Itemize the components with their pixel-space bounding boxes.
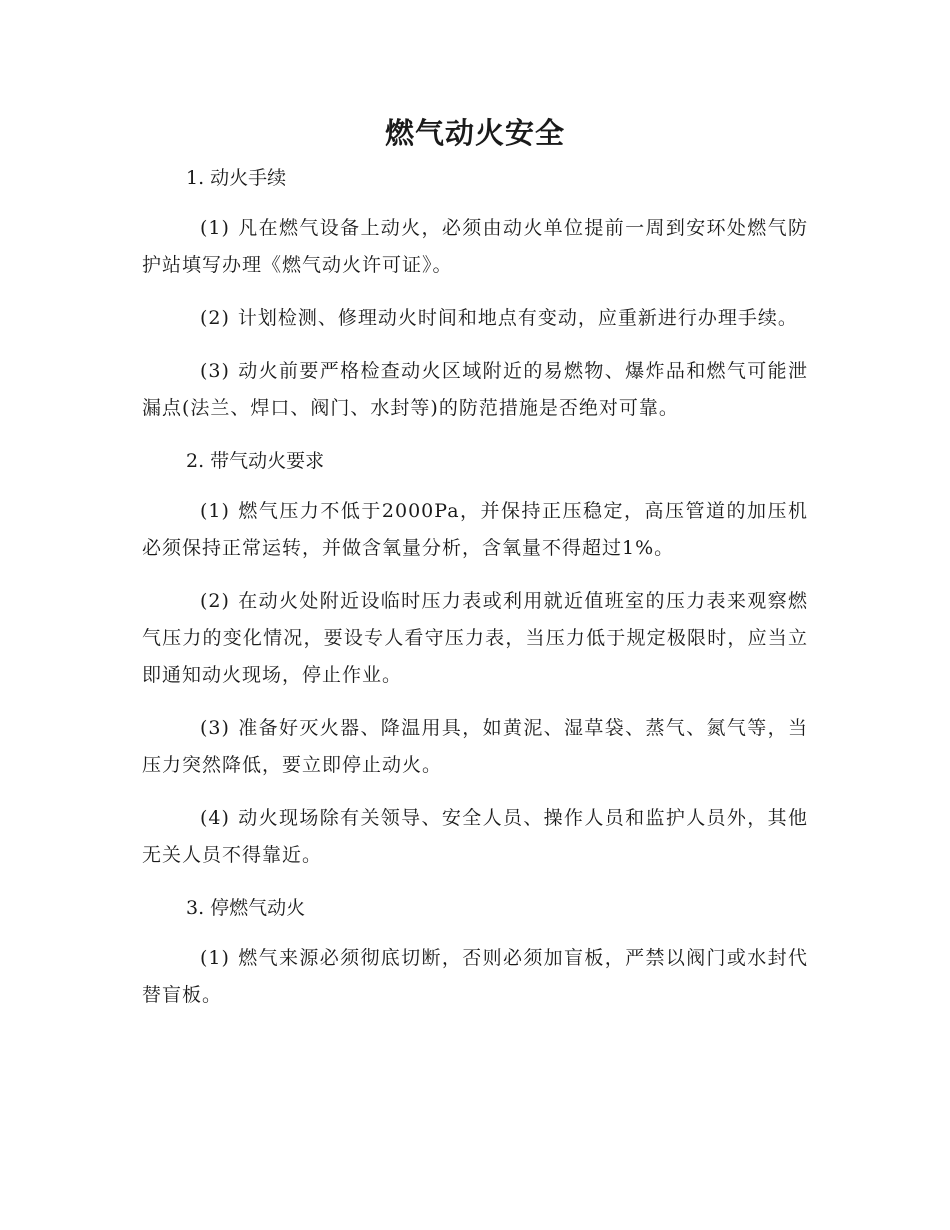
item-text: 燃气压力不低于2000Pa，并保持正压稳定，高压管道的加压机必须保持正常运转，并做含氧量分析，含氧量不得超过1%。 [142,500,808,559]
paragraph [142,940,808,1014]
section-2 [142,443,808,874]
item-text: 在动火处附近设临时压力表或利用就近值班室的压力表来观察燃气压力的变化情况，要设专人看守压力表，当压力低于规定极限时，应当立即通知动火现场，停止作业。 [142,590,808,686]
item-text: 准备好灭火器、降温用具，如黄泥、湿草袋、蒸气、氮气等，当压力突然降低，要立即停止动火。 [142,717,808,776]
paragraph [142,583,808,694]
item-number: (3) [200,360,230,382]
item-number: (3) [200,717,230,739]
section-heading: 3. 停燃气动火 [186,897,306,919]
item-text: 动火现场除有关领导、安全人员、操作人员和监护人员外，其他无关人员不得靠近。 [142,807,808,866]
item-text: 燃气来源必须彻底切断，否则必须加盲板，严禁以阀门或水封代替盲板。 [142,947,808,1006]
item-text: 凡在燃气设备上动火，必须由动火单位提前一周到安环处燃气防护站填写办理《燃气动火许可证》。 [142,217,808,276]
item-text: 动火前要严格检查动火区域附近的易燃物、爆炸品和燃气可能泄漏点(法兰、焊口、阀门、水封等)的防范措施是否绝对可靠。 [142,360,808,419]
paragraph [142,353,808,427]
document-page [142,108,808,1030]
paragraph [142,300,808,337]
paragraph [142,493,808,567]
item-number: (1) [200,217,230,239]
section-heading: 2. 带气动火要求 [186,450,325,472]
paragraph [142,210,808,284]
section-heading: 1. 动火手续 [186,167,287,189]
document-title: 燃气动火安全 [384,116,565,150]
item-number: (1) [200,500,230,522]
item-number: (4) [200,807,230,829]
item-number: (2) [200,590,230,612]
item-text: 计划检测、修理动火时间和地点有变动，应重新进行办理手续。 [237,307,798,329]
item-number: (1) [200,947,230,969]
paragraph [142,800,808,874]
section-3 [142,890,808,1014]
item-number: (2) [200,307,230,329]
paragraph [142,710,808,784]
section-1 [142,160,808,427]
